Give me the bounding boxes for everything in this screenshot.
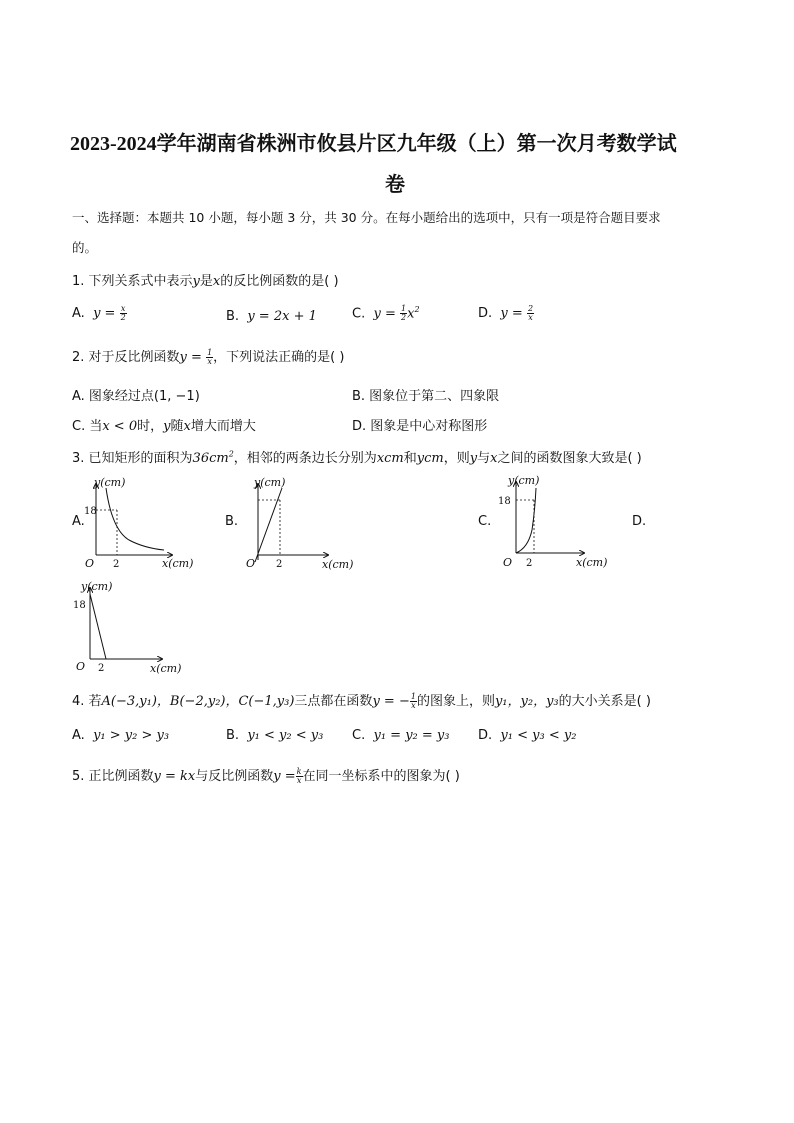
graph-c-origin: O — [503, 556, 513, 569]
graph-d-tick-y: 18 — [73, 600, 86, 611]
question-4-option-c[interactable]: C. y₁ = y₂ = y₃ — [352, 728, 450, 743]
question-1-option-d[interactable]: D. y = $\frac{2}{x}$ — [478, 304, 534, 322]
question-2-option-c[interactable]: C. 当x < 0时，y随x增大而增大 — [72, 419, 256, 434]
question-1-option-b[interactable]: B. y = 2x + 1 — [226, 309, 317, 324]
graph-a-y-label: y(cm) — [94, 476, 126, 489]
question-3-graph-a[interactable] — [84, 470, 214, 574]
document-title-line1: 2023-2024学年湖南省株洲市攸县片区九年级（上）第一次月考数学试 — [70, 133, 677, 155]
question-2-stem: 2. 对于反比例函数y = $\frac{1}{x}$ ，下列说法正确的是( ) — [72, 348, 345, 366]
question-1-option-c[interactable]: C. y = $\frac{1}{2}$ $x^2$ — [352, 304, 420, 323]
question-2-option-a[interactable]: A. 图象经过点(1, −1) — [72, 389, 200, 404]
question-2-option-d[interactable]: D. 图象是中心对称图形 — [352, 419, 488, 434]
graph-a-tick-y: 18 — [84, 506, 97, 517]
question-3-graph-c[interactable] — [492, 470, 622, 574]
graph-c-y-label: y(cm) — [508, 474, 540, 487]
question-2-option-b[interactable]: B. 图象位于第二、四象限 — [352, 389, 500, 404]
graph-a-tick-x: 2 — [113, 559, 120, 570]
graph-d-tick-x: 2 — [98, 663, 105, 674]
question-3-label-c[interactable]: C. — [478, 514, 492, 529]
graph-c-tick-x: 2 — [526, 558, 533, 569]
section-instruction-line1: 一、选择题：本题共 10 小题，每小题 3 分，共 30 分。在每小题给出的选项中，只有一项是符合题目要求 — [72, 210, 661, 225]
question-4-option-a[interactable]: A. y₁ > y₂ > y₃ — [72, 728, 170, 743]
graph-d-y-label: y(cm) — [81, 580, 113, 593]
question-4-stem: 4. 若A(−3,y₁)，B(−2,y₂)，C(−1,y₃)三点都在函数y = − $\frac{1}{x}$ 的图象上，则y₁，y₂，y₃的大小关系是( ) — [72, 692, 651, 710]
section-instruction-line2: 的。 — [72, 240, 98, 255]
graph-d-origin: O — [76, 660, 86, 673]
graph-a-origin: O — [85, 557, 95, 570]
graph-b-x-label: x(cm) — [322, 558, 354, 571]
question-4-option-d[interactable]: D. y₁ < y₃ < y₂ — [478, 728, 577, 743]
graph-a-x-label: x(cm) — [162, 557, 194, 570]
question-3-graph-b[interactable] — [238, 470, 368, 574]
question-1-stem: 1. 下列关系式中表示y是x的反比例函数的是( ) — [72, 274, 339, 289]
question-5-stem: 5. 正比例函数y = kx与反比例函数y = $\frac{k}{x}$ 在同一坐标系中的图象为( ) — [72, 767, 460, 785]
question-3-stem: 3. 已知矩形的面积为$36cm^2$，相邻的两条边长分别为xcm和ycm，则y与x之间的函数图象大致是( ) — [72, 449, 642, 466]
graph-d-x-label: x(cm) — [150, 662, 182, 675]
document-title-line2: 卷 — [385, 174, 405, 196]
question-3-label-b[interactable]: B. — [225, 514, 239, 529]
graph-b-y-label: y(cm) — [254, 476, 286, 489]
question-3-label-a[interactable]: A. — [72, 514, 85, 529]
question-1-option-a[interactable]: A. y = $\frac{x}{2}$ — [72, 304, 126, 322]
question-4-option-b[interactable]: B. y₁ < y₂ < y₃ — [226, 728, 324, 743]
question-3-label-d[interactable]: D. — [632, 514, 647, 529]
graph-c-x-label: x(cm) — [576, 556, 608, 569]
graph-b-origin: O — [246, 557, 256, 570]
graph-c-tick-y: 18 — [498, 496, 511, 507]
question-3-graph-d[interactable] — [72, 576, 202, 680]
graph-b-tick-x: 2 — [276, 559, 283, 570]
